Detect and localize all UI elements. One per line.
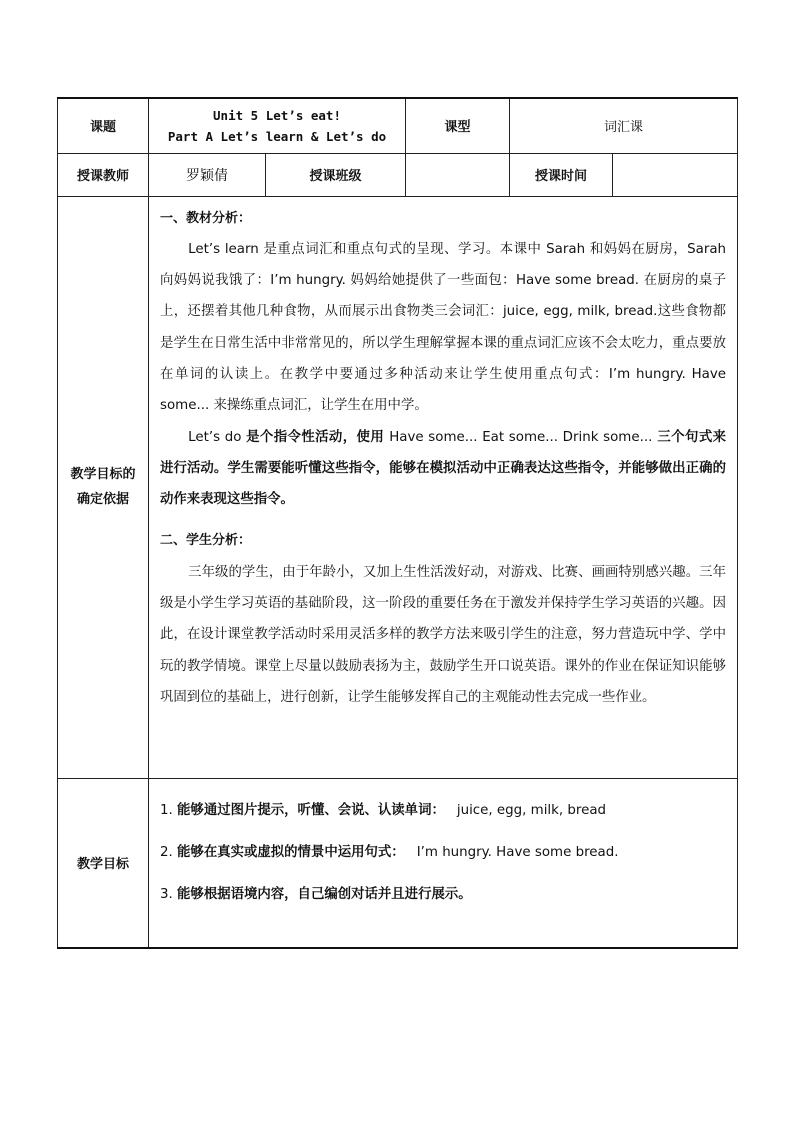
goals-row (58, 778, 738, 948)
goal-item-3: 3. 能够根据语境内容，自己编创对话并且进行展示。 (160, 886, 472, 902)
lets-do-text-1: 是个指令性活动，使用 (246, 429, 390, 445)
class-value (406, 153, 510, 196)
section-title-students: 二、学生分析： (160, 533, 252, 549)
basis-row (58, 196, 738, 778)
goals-label: 教学目标 (58, 778, 149, 948)
lets-do-patterns: Have some... Eat some... Drink some... (389, 429, 653, 445)
lets-do-text-2: 三个句式来进行活动。学生需要能听懂这些指令，能够在模拟活动中正确表达这些指令，并能够做出正确的动作来表现这些指令。 (160, 429, 727, 508)
basis-label-line-1: 教学目标的 (70, 467, 136, 482)
paragraph-student-analysis: 三年级的学生，由于年龄小，又加上生性活泼好动，对游戏、比赛、画画特别感兴趣。三年级是小学生学习英语的基础阶段，这一阶段的重要任务在于激发并保持学生学习英语的兴趣。因此，在设计课堂教学活动时采用灵活多样的教学方法来吸引学生的注意，努力营造玩中学、学中玩的教学情境。课堂上尽量以鼓励表扬为主，鼓励学生开口说英语。课外的作业在保证知识能够巩固到位的基础上，进行创新，让学生能够发挥自己的主观能动性去完成一些作业。 (160, 564, 727, 705)
teacher-name: 罗颖倩 (149, 153, 266, 196)
basis-content (149, 196, 738, 778)
type-label: 课型 (406, 98, 510, 153)
time-label: 授课时间 (510, 153, 613, 196)
lesson-plan-table (57, 97, 738, 949)
time-value (613, 153, 738, 196)
header-row-teacher (58, 153, 738, 196)
topic-label: 课题 (58, 98, 149, 153)
type-value: 词汇课 (510, 98, 738, 153)
basis-label (58, 196, 149, 778)
class-label: 授课班级 (266, 153, 406, 196)
topic-line-2: Part A Let’s learn & Let’s do (167, 128, 387, 144)
paragraph-lets-learn: Let’s learn 是重点词汇和重点句式的呈现、学习。本课中 Sarah 和妈妈在厨房，Sarah 向妈妈说我饿了：I’m hungry. 妈妈给她提供了一些面包：Have some bread. 在厨房的桌子上，还摆着其他几种食物，从而展示出食物类三会词汇：juice, egg, milk, bread.这些食物都是学生在日常生活中非常常见的，所以学生理解掌握本课的重点词汇应该不会太吃力，重点要放在单词的认读上。在教学中要通过多种活动来让学生使用重点句式：I’m hungry. Have some... 来操练重点词汇，让学生在用中学。 (160, 241, 727, 414)
goal-item-2: 2. 能够在真实或虚拟的情景中运用句式： I’m hungry. Have some bread. (160, 844, 619, 860)
section-title-material: 一、教材分析： (160, 210, 252, 226)
topic-line-1: Unit 5 Let’s eat! (213, 107, 341, 123)
teacher-label: 授课教师 (58, 153, 149, 196)
basis-label-line-2: 确定依据 (76, 492, 129, 507)
header-row-topic (58, 98, 738, 153)
lets-do-term: Let’s do (188, 429, 247, 445)
goals-content (149, 778, 738, 948)
goal-item-1: 1. 能够通过图片提示，听懂、会说、认读单词： juice, egg, milk, bread (160, 802, 607, 818)
paragraph-lets-do (160, 422, 726, 516)
topic-cell (149, 98, 406, 153)
